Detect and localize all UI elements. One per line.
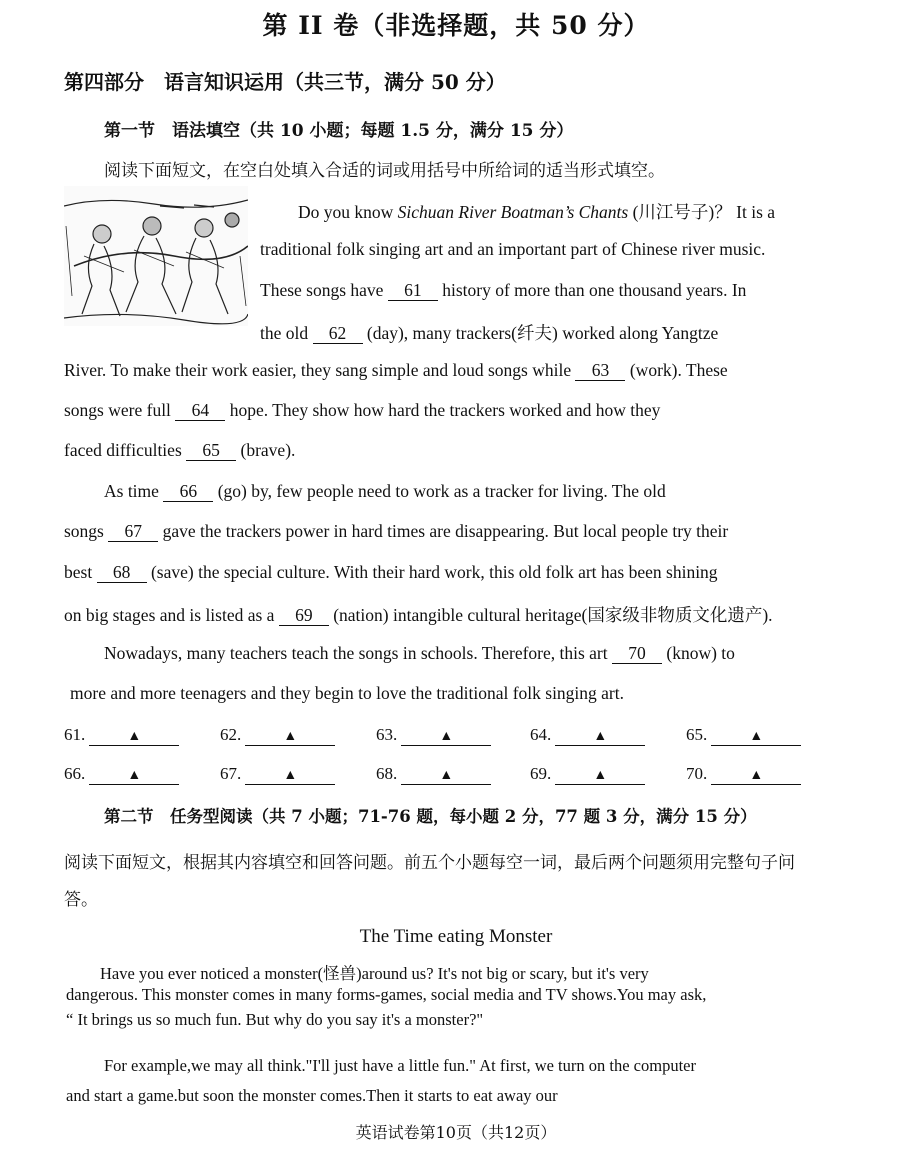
trackers-illustration xyxy=(64,186,248,326)
passage-line xyxy=(104,643,735,664)
answer-number: 61. xyxy=(64,725,86,744)
reading-title: The Time eating Monster xyxy=(359,926,553,947)
answer-number: 68. xyxy=(376,764,398,783)
blank-number: 61 xyxy=(388,281,438,301)
answer-number: 64. xyxy=(530,725,552,744)
passage-line xyxy=(70,683,624,704)
answer-slot[interactable] xyxy=(686,725,801,746)
passage-text: songs xyxy=(64,521,109,541)
section2-instruction: 阅读下面短文，根据其内容填空和回答问题。前五个小题每空一词，最后两个问题须用完整句子问答。 xyxy=(64,853,795,910)
paper-title: 第 II 卷（非选择题，共 50 分） xyxy=(262,11,650,40)
answer-line[interactable] xyxy=(711,764,801,785)
passage-text: Do you know xyxy=(298,202,398,222)
blank-number: 70 xyxy=(612,644,662,664)
answer-line[interactable] xyxy=(555,764,645,785)
passage-text: best xyxy=(64,562,97,582)
triangle-marker-icon: ▲ xyxy=(283,768,298,783)
passage-text: songs were full xyxy=(64,400,176,420)
blank-number: 69 xyxy=(279,606,329,626)
passage-line xyxy=(104,481,666,502)
passage-text: on big stages and is listed as a xyxy=(64,605,279,625)
passage-line xyxy=(64,400,660,421)
answer-line[interactable] xyxy=(245,725,335,746)
passage-text: (川江号子)？ It is a xyxy=(628,202,776,222)
triangle-marker-icon: ▲ xyxy=(127,768,142,783)
triangle-marker-icon: ▲ xyxy=(593,768,608,783)
answer-slot[interactable] xyxy=(64,725,179,746)
passage-text: hope. They show how hard the trackers worked and how they xyxy=(225,400,661,420)
passage-text: history of more than one thousand years. In xyxy=(437,280,747,300)
passage-text: (save) the special culture. With their hard work, this old folk art has been shining xyxy=(146,562,718,582)
triangle-marker-icon: ▲ xyxy=(283,729,298,744)
triangle-marker-icon: ▲ xyxy=(749,729,764,744)
passage-line xyxy=(260,239,765,260)
answer-line[interactable] xyxy=(711,725,801,746)
blank-number: 67 xyxy=(108,522,158,542)
reading-para2-line2: and start a game.but soon the monster comes.Then it starts to eat away our xyxy=(66,1086,558,1105)
reading-para1-line1: Have you ever noticed a monster(怪兽)around us? It's not big or scary, but it's very xyxy=(100,964,649,983)
passage-text: (work). These xyxy=(625,360,728,380)
answer-number: 69. xyxy=(530,764,552,783)
answer-number: 67. xyxy=(220,764,242,783)
triangle-marker-icon: ▲ xyxy=(127,729,142,744)
passage-text: (nation) intangible cultural heritage(国家级非物质文化遗产). xyxy=(328,605,773,625)
passage-text: River. To make their work easier, they sang simple and loud songs while xyxy=(64,360,576,380)
passage-line xyxy=(64,562,718,583)
triangle-marker-icon: ▲ xyxy=(593,729,608,744)
song-title: Sichuan River Boatman’s Chants xyxy=(397,202,629,222)
answer-line[interactable] xyxy=(245,764,335,785)
answer-line[interactable] xyxy=(401,764,491,785)
answer-number: 62. xyxy=(220,725,242,744)
passage-text: traditional folk singing art and an important part of Chinese river music. xyxy=(260,239,766,259)
blank-number: 64 xyxy=(175,401,225,421)
section2-title: 第二节 任务型阅读（共 7 小题；71-76 题，每小题 2 分，77 题 3 分，满分 15 分） xyxy=(104,807,757,826)
passage-text: the old xyxy=(260,323,313,343)
answer-number: 63. xyxy=(376,725,398,744)
blank-number: 68 xyxy=(97,563,147,583)
answer-number: 70. xyxy=(686,764,708,783)
answer-slot[interactable] xyxy=(686,764,801,785)
passage-text: (day), many trackers(纤夫) worked along Yangtze xyxy=(362,323,719,343)
passage-line xyxy=(260,320,718,345)
answer-line[interactable] xyxy=(401,725,491,746)
passage-text: These songs have xyxy=(260,280,388,300)
blank-number: 65 xyxy=(186,441,236,461)
answer-line[interactable] xyxy=(555,725,645,746)
passage-line xyxy=(64,440,295,461)
blank-number: 62 xyxy=(313,324,363,344)
reading-para2-line1: For example,we may all think."I'll just have a little fun." At first, we turn on the computer xyxy=(104,1056,696,1075)
part-title: 第四部分 语言知识运用（共三节，满分 50 分） xyxy=(64,70,506,94)
triangle-marker-icon: ▲ xyxy=(749,768,764,783)
passage-line xyxy=(64,521,728,542)
triangle-marker-icon: ▲ xyxy=(439,729,454,744)
passage-text: Nowadays, many teachers teach the songs in schools. Therefore, this art xyxy=(104,643,612,663)
answer-line[interactable] xyxy=(89,764,179,785)
answer-slot[interactable] xyxy=(376,725,491,746)
answer-slot[interactable] xyxy=(530,725,645,746)
reading-para1-line3: “ It brings us so much fun. But why do you say it's a monster?" xyxy=(66,1010,484,1029)
passage-text: As time xyxy=(104,481,164,501)
answer-slot[interactable] xyxy=(220,764,335,785)
page-footer: 英语试卷第10页（共12页） xyxy=(355,1123,557,1142)
passage-text: (brave). xyxy=(236,440,296,460)
blank-number: 63 xyxy=(575,361,625,381)
passage-text: more and more teenagers and they begin to love the traditional folk singing art. xyxy=(70,683,625,703)
answer-slot[interactable] xyxy=(376,764,491,785)
answer-slot[interactable] xyxy=(64,764,179,785)
passage-text: (know) to xyxy=(662,643,735,663)
passage-text: faced difficulties xyxy=(64,440,187,460)
passage-line xyxy=(260,280,746,301)
answer-line[interactable] xyxy=(89,725,179,746)
reading-para1-line2: dangerous. This monster comes in many forms-games, social media and TV shows.You may ask, xyxy=(66,985,707,1004)
passage-line xyxy=(64,602,773,627)
blank-number: 66 xyxy=(163,482,213,502)
answer-slot[interactable] xyxy=(530,764,645,785)
answer-number: 66. xyxy=(64,764,86,783)
answer-slot[interactable] xyxy=(220,725,335,746)
passage-text: (go) by, few people need to work as a tracker for living. The old xyxy=(213,481,666,501)
passage-text: gave the trackers power in hard times are disappearing. But local people try their xyxy=(158,521,729,541)
answer-number: 65. xyxy=(686,725,708,744)
passage-line xyxy=(298,199,775,224)
section1-title: 第一节 语法填空（共 10 小题；每题 1.5 分，满分 15 分） xyxy=(104,121,574,141)
passage-line xyxy=(64,360,728,381)
triangle-marker-icon: ▲ xyxy=(439,768,454,783)
section1-instruction: 阅读下面短文，在空白处填入合适的词或用括号中所给词的适当形式填空。 xyxy=(104,161,665,181)
